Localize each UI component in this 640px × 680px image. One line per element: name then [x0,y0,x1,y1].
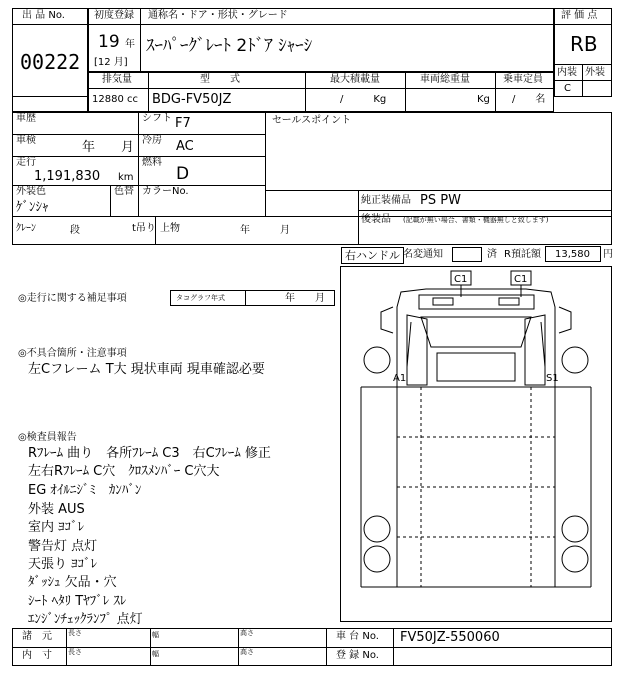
equipment-value: PS PW [420,193,461,208]
color-label: 外装色 [16,186,46,197]
crane-stage: 段 [70,225,80,236]
color-value: ｹﾞﾝｼｬ [16,200,49,215]
mileage-value: 1,191,830 [34,169,101,184]
capacity-value: / 名 [512,94,546,105]
damage-mark-s1: S1 [546,373,559,384]
inspection-value: 年 月 [82,140,135,155]
specs-label: 諸 元 [22,631,52,642]
damage-mark-c1-left: C1 [454,274,468,285]
lot-number: 00222 [20,50,81,74]
equipment-label: 純正装備品 [361,195,411,206]
height-label-1: 高さ [240,629,254,637]
capacity-label: 乗車定員 [503,74,543,85]
year-value: 19 [98,32,120,52]
report-line-3: EG ｵｲﾙﾆｼﾞﾐ ｶﾝﾊﾞﾝ [28,483,142,498]
history-label: 車歴 [16,113,36,124]
interior-grade: C [564,83,571,94]
crane-year: 年 月 [240,225,290,236]
report-line-10: ｴﾝｼﾞﾝﾁｪｯｸﾗﾝﾌﾟ 点灯 [28,612,143,627]
report-line-4: 外装 AUS [28,502,85,517]
dims-label: 内 寸 [22,650,52,661]
report-line-6: 警告灯 点灯 [28,539,98,554]
report-line-8: ﾀﾞｯｼｭ 欠品・穴 [28,575,117,590]
width-label-1: 幅 [152,631,159,639]
r-deposit-label: R預託額 [504,249,541,260]
fuel-value: D [176,164,190,184]
month-value: [12 月] [94,57,128,68]
chassis-number: FV50JZ-550060 [400,630,500,645]
details-block [12,112,612,245]
report-line-9: ｼｰﾄ ﾍﾀﾘ Tﾔﾌﾞﾚ ｽﾚ [28,594,127,609]
inspection-label: 車検 [16,135,36,146]
gross-weight-value: Kg [477,94,490,105]
chassis-label: 車 台 No. [336,631,379,642]
max-load-value: / Kg [340,94,387,105]
damage-mark-a1: A1 [393,373,407,384]
crane-label: ｸﾚｰﾝ [16,223,36,234]
type-label: 型 式 [200,74,240,85]
displacement-label: 排気量 [102,74,132,85]
first-reg-label: 初度登録 [94,10,134,21]
crane-top-label: 上物 [160,223,180,234]
shift-label: シフト [142,113,172,124]
sales-point-label: セールスポイント [272,115,352,126]
report-line-2: 左右Rﾌﾚｰﾑ C穴 ｸﾛｽﾒﾝﾊﾞｰ C穴大 [28,464,220,479]
defects-label: ◎不具合箇所・注意事項 [18,348,127,359]
ac-value: AC [176,139,194,154]
aftermarket-note: (記載が無い場合、書類・機器無しと致します) [403,216,549,224]
report-line-5: 室内 ﾖｺﾞﾚ [28,520,85,535]
right-hand-badge: 右ハンドル [341,247,404,264]
model-name: ｽｰﾊﾟｰｸﾞﾚｰﾄ 2ﾄﾞｱ ｼｬｰｼ [146,36,313,56]
r-deposit-value: 13,580 [555,249,590,260]
color-no-label: カラーNo. [142,186,189,197]
defects-text: 左Cフレーム T大 現状車両 現車確認必要 [28,362,265,377]
mileage-unit: km [118,172,134,183]
grade-label: 評 価 点 [561,10,598,21]
color-change-label: 色替 [114,186,134,197]
damage-mark-c1-right: C1 [514,274,528,285]
report-line-7: 天張り ﾖｺﾞﾚ [28,557,98,572]
mileage-label: 走行 [16,157,36,168]
year-unit: 年 [125,39,135,50]
driving-notes-label: ◎走行に関する補足事項 [18,293,127,304]
report-line-1: Rﾌﾚｰﾑ 曲り 各所ﾌﾚｰﾑ C3 右Cﾌﾚｰﾑ 修正 [28,446,271,461]
length-label-2: 長さ [68,648,82,656]
tachograph-label: タコグラフ年式 [176,294,225,302]
name-change-label: 名変通知 [403,249,443,260]
damage-diagram [340,266,612,622]
fuel-label: 燃料 [142,157,162,168]
max-load-label: 最大積載量 [330,74,380,85]
model-label: 通称名・ドア・形状・グレード [148,10,288,21]
recycle-label: 済 [487,249,497,260]
tachograph-value: 年 月 [285,293,325,304]
interior-label: 内装 [557,67,577,78]
inspector-label: ◎検査員報告 [18,432,77,443]
shift-value: F7 [175,116,191,131]
yen-unit: 円 [603,249,613,260]
length-label-1: 長さ [68,629,82,637]
gross-weight-label: 車両総重量 [420,74,470,85]
grade-value: RB [570,32,598,56]
type-value: BDG-FV50JZ [152,92,232,107]
displacement-value: 12880 cc [92,94,138,105]
height-label-2: 高さ [240,648,254,656]
aftermarket-label: 後装品 [361,214,391,225]
ac-label: 冷房 [142,135,162,146]
truck-chassis-diagram [341,267,611,621]
exterior-label: 外装 [585,67,605,78]
crane-lift: t吊り [132,223,156,234]
lot-label: 出 品 No. [22,10,65,21]
width-label-2: 幅 [152,650,159,658]
reg-label: 登 録 No. [336,650,379,661]
